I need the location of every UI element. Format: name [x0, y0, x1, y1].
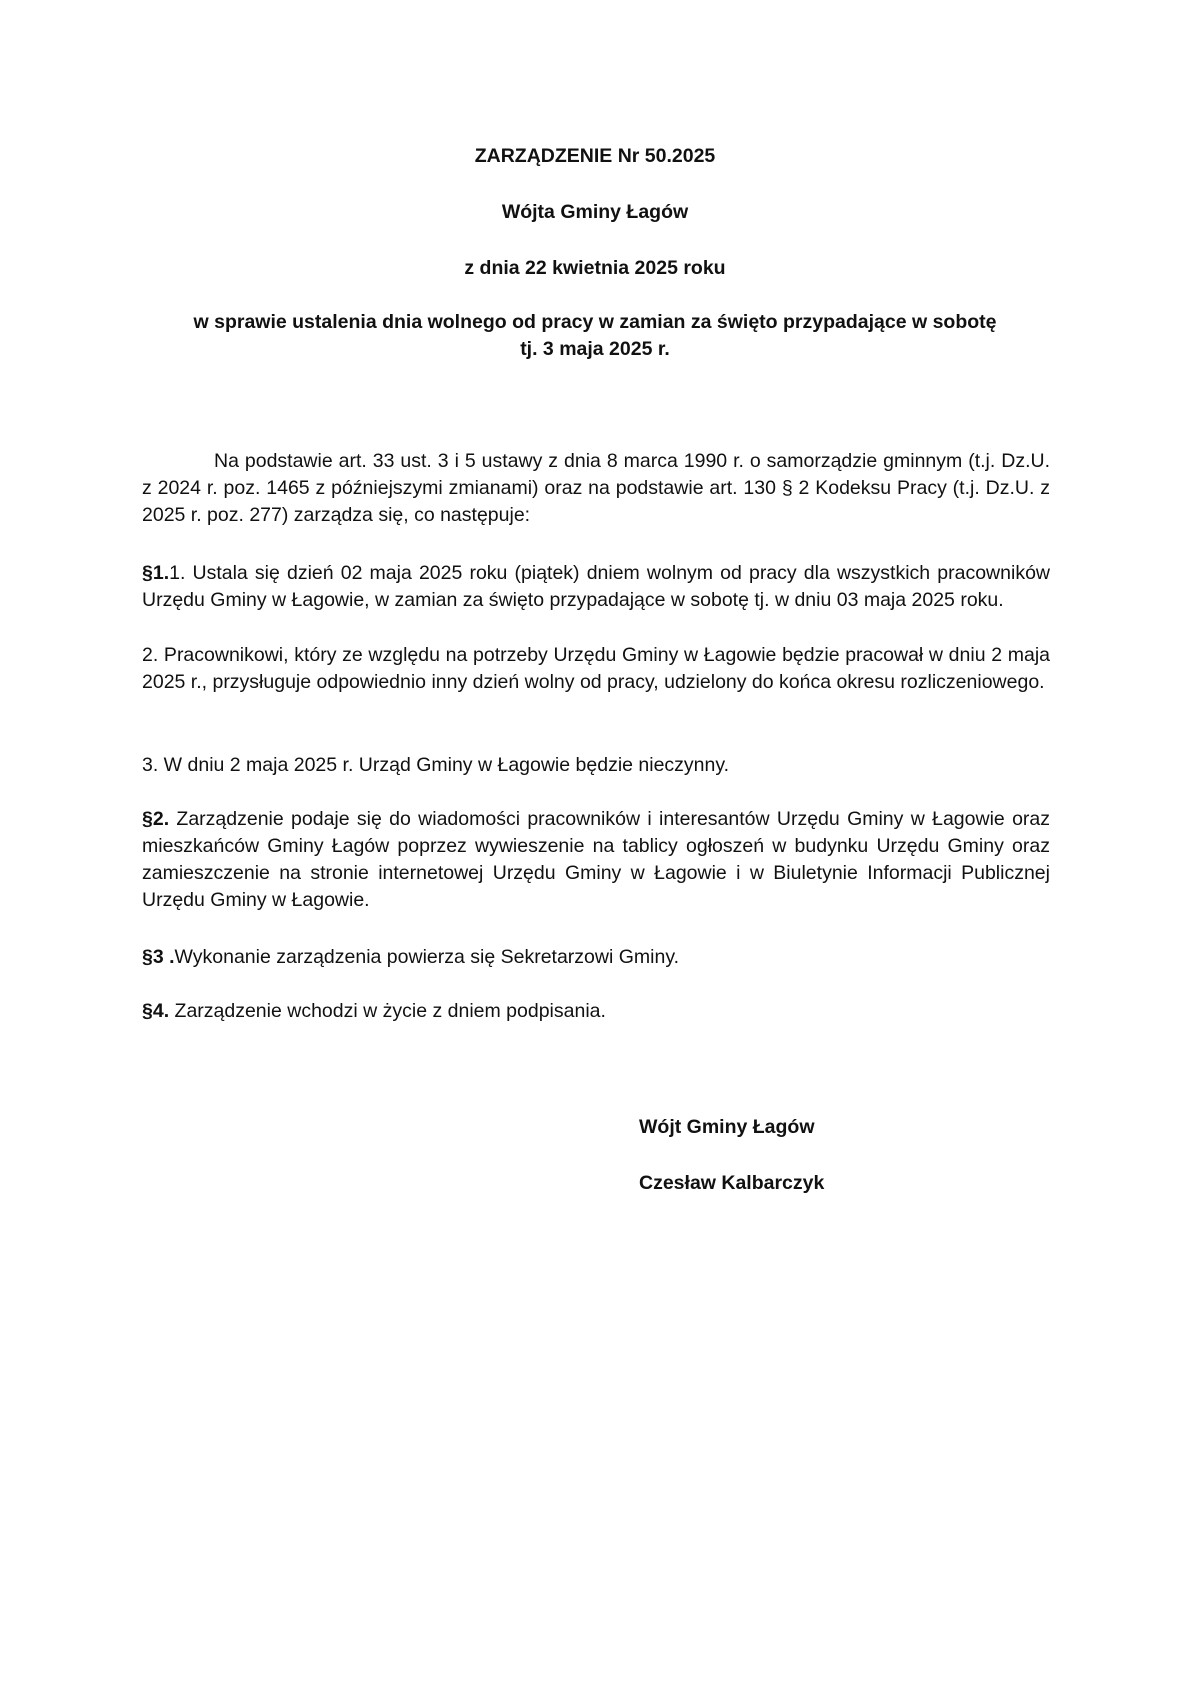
legal-basis-paragraph: Na podstawie art. 33 ust. 3 i 5 ustawy z dnia 8 marca 1990 r. o samorządzie gminnym (t.j. Dz.U. z 2024 r. poz. 1465 z późniejszymi zmianami) oraz na podstawie art. 130 § 2 Kodeksu Pracy (t.j. Dz.U. z 2025 r. poz. 277) zarządza się, co następuje:	[142, 450, 1050, 526]
section-1-point-2: 2. Pracownikowi, który ze względu na potrzeby Urzędu Gminy w Łagowie będzie pracował w dniu 2 maja 2025 r., przysługuje odpowiednio inny dzień wolny od pracy, udzielony do końca okresu rozliczeniowego.	[142, 644, 1050, 693]
section-1-point-1-text: 1. Ustala się dzień 02 maja 2025 roku (piątek) dniem wolnym od pracy dla wszystkich pracowników Urzędu Gminy w Łagowie, w zamian za święto przypadające w sobotę tj. w dniu 03 maja 2025 roku.	[142, 562, 1050, 611]
section-2-mark: §2.	[142, 808, 170, 830]
section-1-point-3: 3. W dniu 2 maja 2025 r. Urząd Gminy w Łagowie będzie nieczynny.	[142, 754, 730, 776]
section-2	[142, 806, 1050, 914]
section-2-text: Zarządzenie podaje się do wiadomości pracowników i interesantów Urzędu Gminy w Łagowie oraz mieszkańców Gminy Łagów poprzez wywieszenie na tablicy ogłoszeń w budynku Urzędu Gminy oraz zamieszczenie na stronie internetowej Urzędu Gminy w Łagowie i w Biuletynie Informacji Publicznej Urzędu Gminy w Łagowie.	[142, 808, 1050, 911]
section-3-text: Wykonanie zarządzenia powierza się Sekretarzowi Gminy.	[174, 946, 680, 968]
document-subject	[0, 309, 1190, 363]
section-4-text: Zarządzenie wchodzi w życie z dniem podpisania.	[169, 1000, 606, 1022]
section-4-mark: §4.	[142, 1000, 170, 1022]
document-date: z dnia 22 kwietnia 2025 roku	[464, 257, 726, 279]
section-4	[142, 998, 1050, 1025]
section-1-mark: §1.	[142, 562, 170, 584]
signature-name: Czesław Kalbarczyk	[639, 1172, 825, 1194]
signature-role: Wójt Gminy Łagów	[639, 1116, 815, 1138]
section-3-mark: §3 .	[142, 946, 175, 968]
document-issuer: Wójta Gminy Łagów	[501, 201, 689, 223]
document-title: ZARZĄDZENIE Nr 50.2025	[474, 145, 716, 167]
section-3	[142, 944, 1050, 971]
subject-line-2: tj. 3 maja 2025 r.	[520, 338, 670, 360]
subject-line-1: w sprawie ustalenia dnia wolnego od pracy w zamian za święto przypadające w sobotę	[193, 311, 997, 333]
section-1-point-1	[142, 560, 1050, 614]
